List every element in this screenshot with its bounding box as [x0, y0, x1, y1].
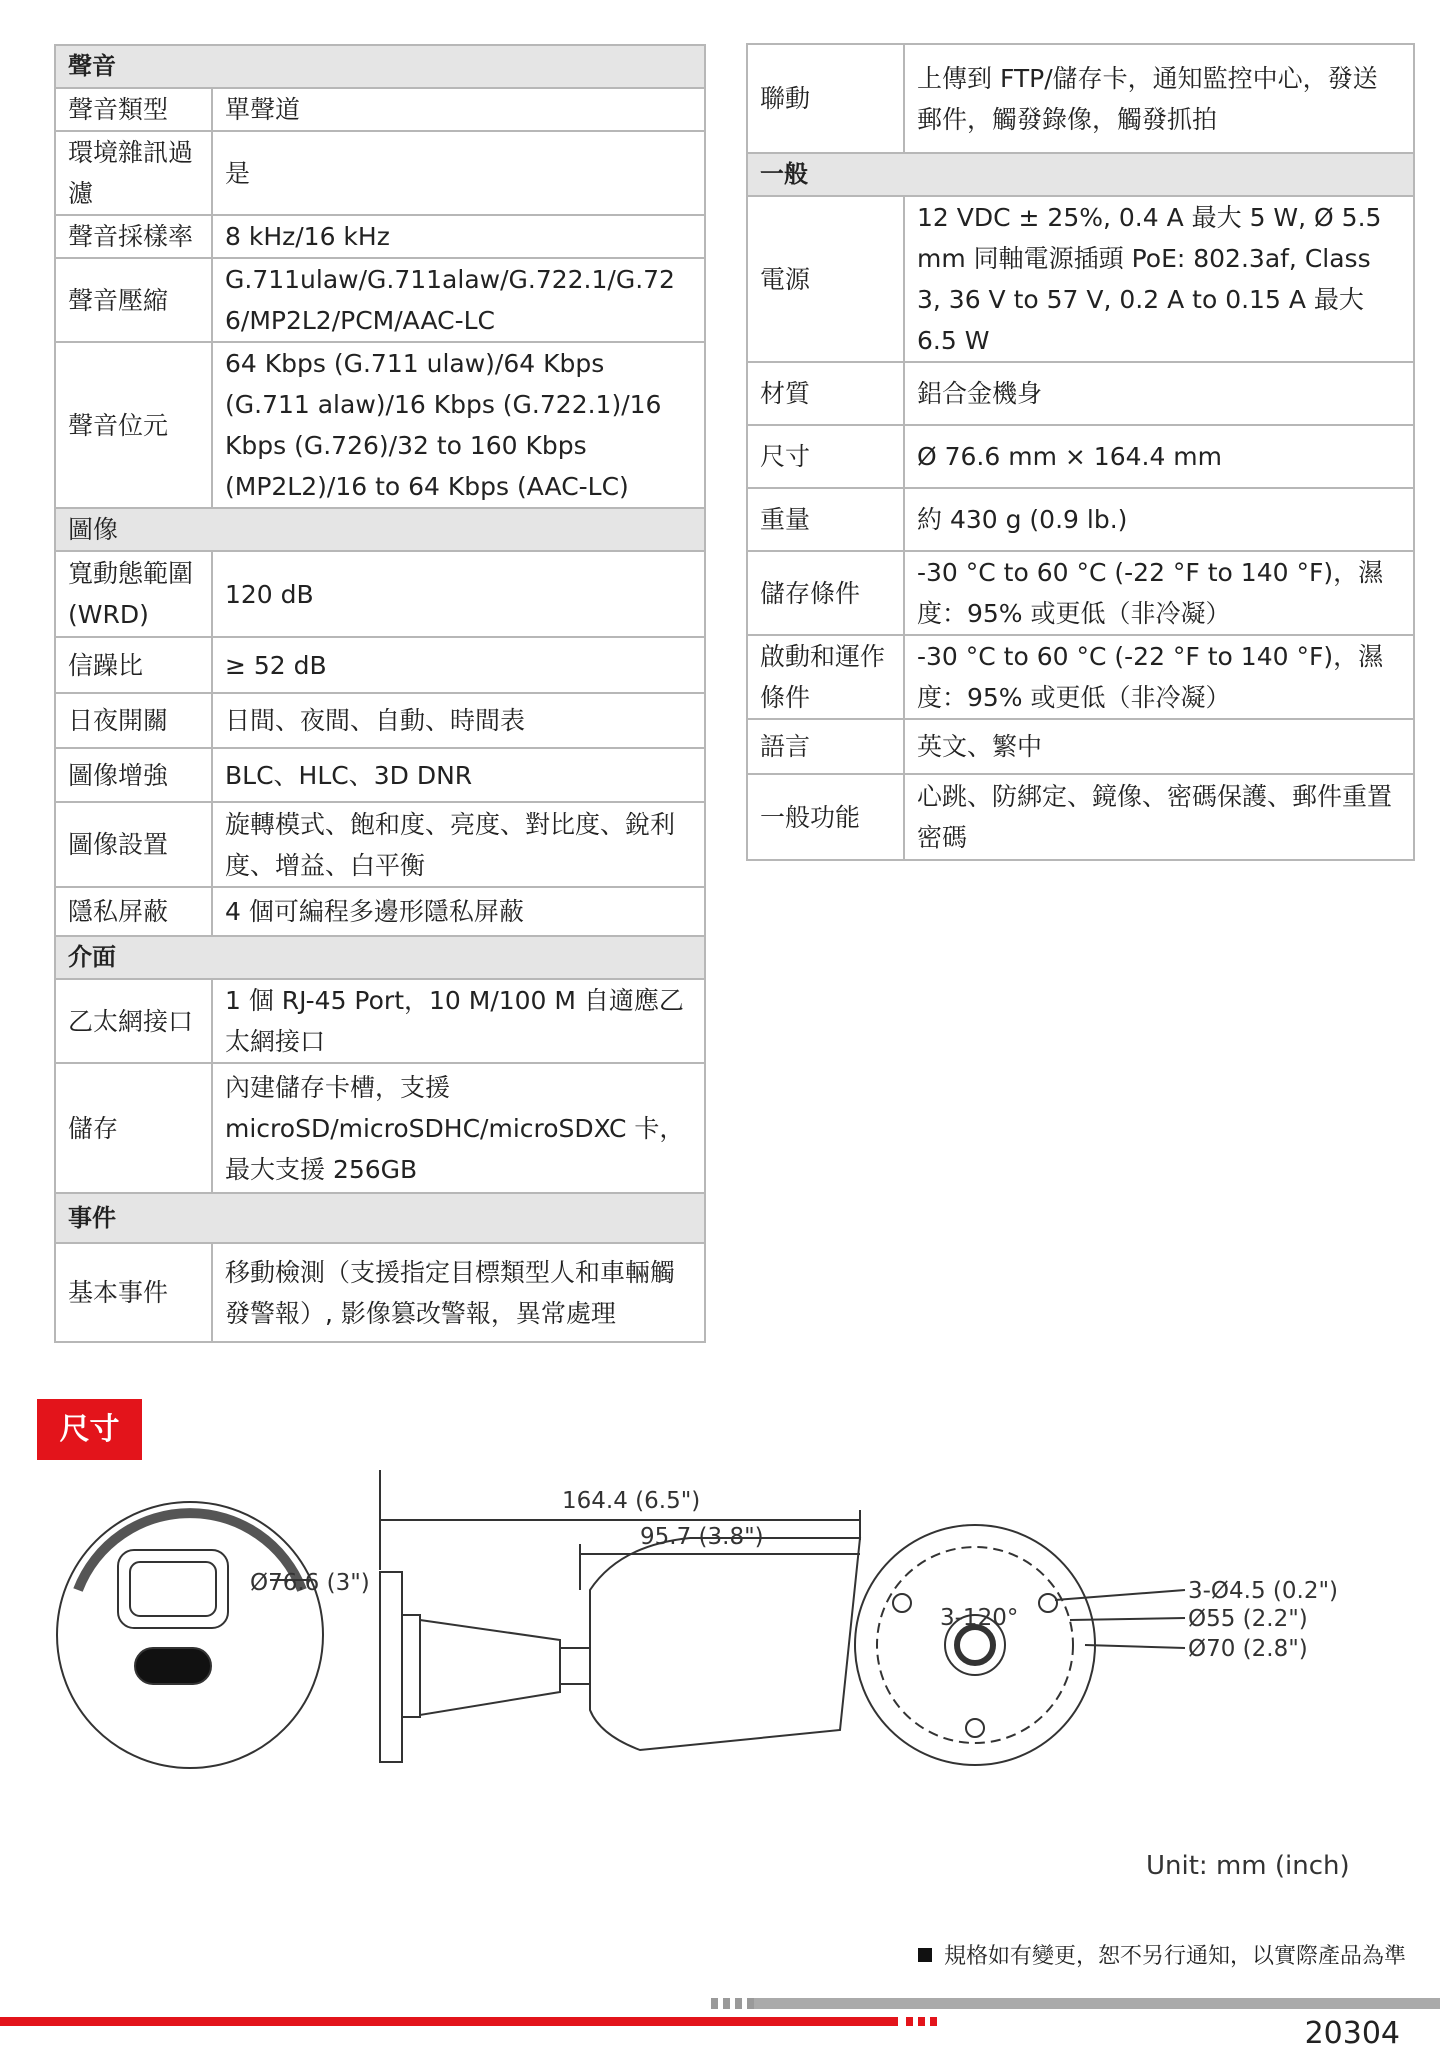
body-length-label: 95.7 (3.8") [640, 1524, 764, 1550]
dimension-drawing [40, 1470, 1360, 1810]
row-label: 聲音位元 [55, 342, 212, 508]
row-value: 12 VDC ± 25%, 0.4 A 最大 5 W, Ø 5.5 mm 同軸電源插頭 PoE: 802.3af, Class 3, 36 V to 57 V, 0.2 A to 0.15 A 最大 6.5 W [904, 196, 1414, 362]
row-label: 一般功能 [747, 774, 904, 860]
spec-table-right [746, 43, 1415, 861]
row-value: 日間、夜間、自動、時間表 [212, 693, 705, 748]
mount-outline [855, 1525, 1095, 1765]
row-value: G.711ulaw/G.711alaw/G.722.1/G.726/MP2L2/PCM/AAC-LC [212, 258, 705, 342]
inner-diameter-label: Ø55 (2.2") [1188, 1606, 1308, 1632]
row-value: 是 [212, 131, 705, 215]
row-label: 寬動態範圍 (WRD) [55, 551, 212, 637]
dimensions-section-tag: 尺寸 [37, 1399, 142, 1460]
row-label: 啟動和運作條件 [747, 635, 904, 719]
row-label: 信躁比 [55, 637, 212, 693]
deco-block [930, 2017, 937, 2026]
row-value: ≥ 52 dB [212, 637, 705, 693]
row-value: Ø 76.6 mm × 164.4 mm [904, 425, 1414, 488]
row-label: 儲存條件 [747, 551, 904, 635]
row-label: 儲存 [55, 1063, 212, 1193]
row-label: 尺寸 [747, 425, 904, 488]
section-header-general: 一般 [747, 153, 1414, 196]
front-view-outline [57, 1502, 323, 1768]
deco-block [906, 2017, 913, 2026]
row-value: 內建儲存卡槽，支援 microSD/microSDHC/microSDXC 卡，最大支援 256GB [212, 1063, 705, 1193]
section-header-audio: 聲音 [55, 45, 705, 88]
row-value: 120 dB [212, 551, 705, 637]
disclaimer-text: 規格如有變更，恕不另行通知，以實際產品為準 [943, 1944, 1406, 1969]
row-label: 乙太網接口 [55, 979, 212, 1063]
angle-label: 3-120° [940, 1605, 1019, 1631]
deco-block [918, 2017, 925, 2026]
deco-block [735, 1998, 742, 2009]
row-value: -30 °C to 60 °C (-22 °F to 140 °F)，濕度：95% 或更低（非冷凝） [904, 551, 1414, 635]
ir-led [135, 1648, 211, 1684]
row-value: 移動檢測（支援指定目標類型人和車輛觸發警報）, 影像篡改警報，異常處理 [212, 1243, 705, 1342]
screw-hole-label: 3-Ø4.5 (0.2") [1188, 1578, 1339, 1604]
row-label: 聯動 [747, 44, 904, 153]
row-label: 語言 [747, 719, 904, 774]
row-label: 隱私屏蔽 [55, 887, 212, 936]
row-value: 8 kHz/16 kHz [212, 215, 705, 258]
row-value: 約 430 g (0.9 lb.) [904, 488, 1414, 551]
row-label: 重量 [747, 488, 904, 551]
row-label: 聲音壓縮 [55, 258, 212, 342]
document-code: 20304 [1304, 2016, 1400, 2051]
row-value: -30 °C to 60 °C (-22 °F to 140 °F)，濕度：95% 或更低（非冷凝） [904, 635, 1414, 719]
disclaimer-note [918, 1939, 1406, 1970]
row-value: 1 個 RJ-45 Port，10 M/100 M 自適應乙太網接口 [212, 979, 705, 1063]
total-length-label: 164.4 (6.5") [562, 1488, 701, 1514]
outer-diameter-label: Ø70 (2.8") [1188, 1636, 1308, 1662]
bullet-square-icon [918, 1948, 932, 1962]
row-value: 心跳、防綁定、鏡像、密碼保護、郵件重置密碼 [904, 774, 1414, 860]
row-label: 聲音類型 [55, 88, 212, 131]
row-value: 鋁合金機身 [904, 362, 1414, 425]
row-label: 圖像增強 [55, 748, 212, 802]
deco-block [723, 1998, 730, 2009]
row-label: 聲音採樣率 [55, 215, 212, 258]
spec-table-left [54, 44, 706, 1343]
row-label: 材質 [747, 362, 904, 425]
section-header-interface: 介面 [55, 936, 705, 979]
row-label: 基本事件 [55, 1243, 212, 1342]
row-value: 英文、繁中 [904, 719, 1414, 774]
row-label: 電源 [747, 196, 904, 362]
row-value: 上傳到 FTP/儲存卡，通知監控中心，發送郵件，觸發錄像，觸發抓拍 [904, 44, 1414, 153]
deco-block [711, 1998, 718, 2009]
row-label: 日夜開關 [55, 693, 212, 748]
row-value: BLC、HLC、3D DNR [212, 748, 705, 802]
row-label: 圖像設置 [55, 802, 212, 887]
footer-red-bar [0, 2017, 898, 2026]
row-value: 64 Kbps (G.711 ulaw)/64 Kbps (G.711 alaw)/16 Kbps (G.722.1)/16 Kbps (G.726)/32 to 160 Kbps (MP2L2)/16 to 64 Kbps (AAC-LC) [212, 342, 705, 508]
section-header-event: 事件 [55, 1193, 705, 1243]
front-diameter-label: Ø76.6 (3") [250, 1570, 370, 1596]
row-value: 單聲道 [212, 88, 705, 131]
row-value: 4 個可編程多邊形隱私屏蔽 [212, 887, 705, 936]
section-header-image: 圖像 [55, 508, 705, 551]
bracket-arm [420, 1620, 560, 1715]
camera-body [590, 1538, 860, 1750]
row-value: 旋轉模式、飽和度、亮度、對比度、銳利度、增益、白平衡 [212, 802, 705, 887]
unit-label: Unit: mm (inch) [1146, 1851, 1350, 1881]
row-label: 環境雜訊過濾 [55, 131, 212, 215]
footer-gray-bar [754, 1998, 1440, 2009]
mount-base [380, 1572, 402, 1762]
deco-block [747, 1998, 754, 2009]
